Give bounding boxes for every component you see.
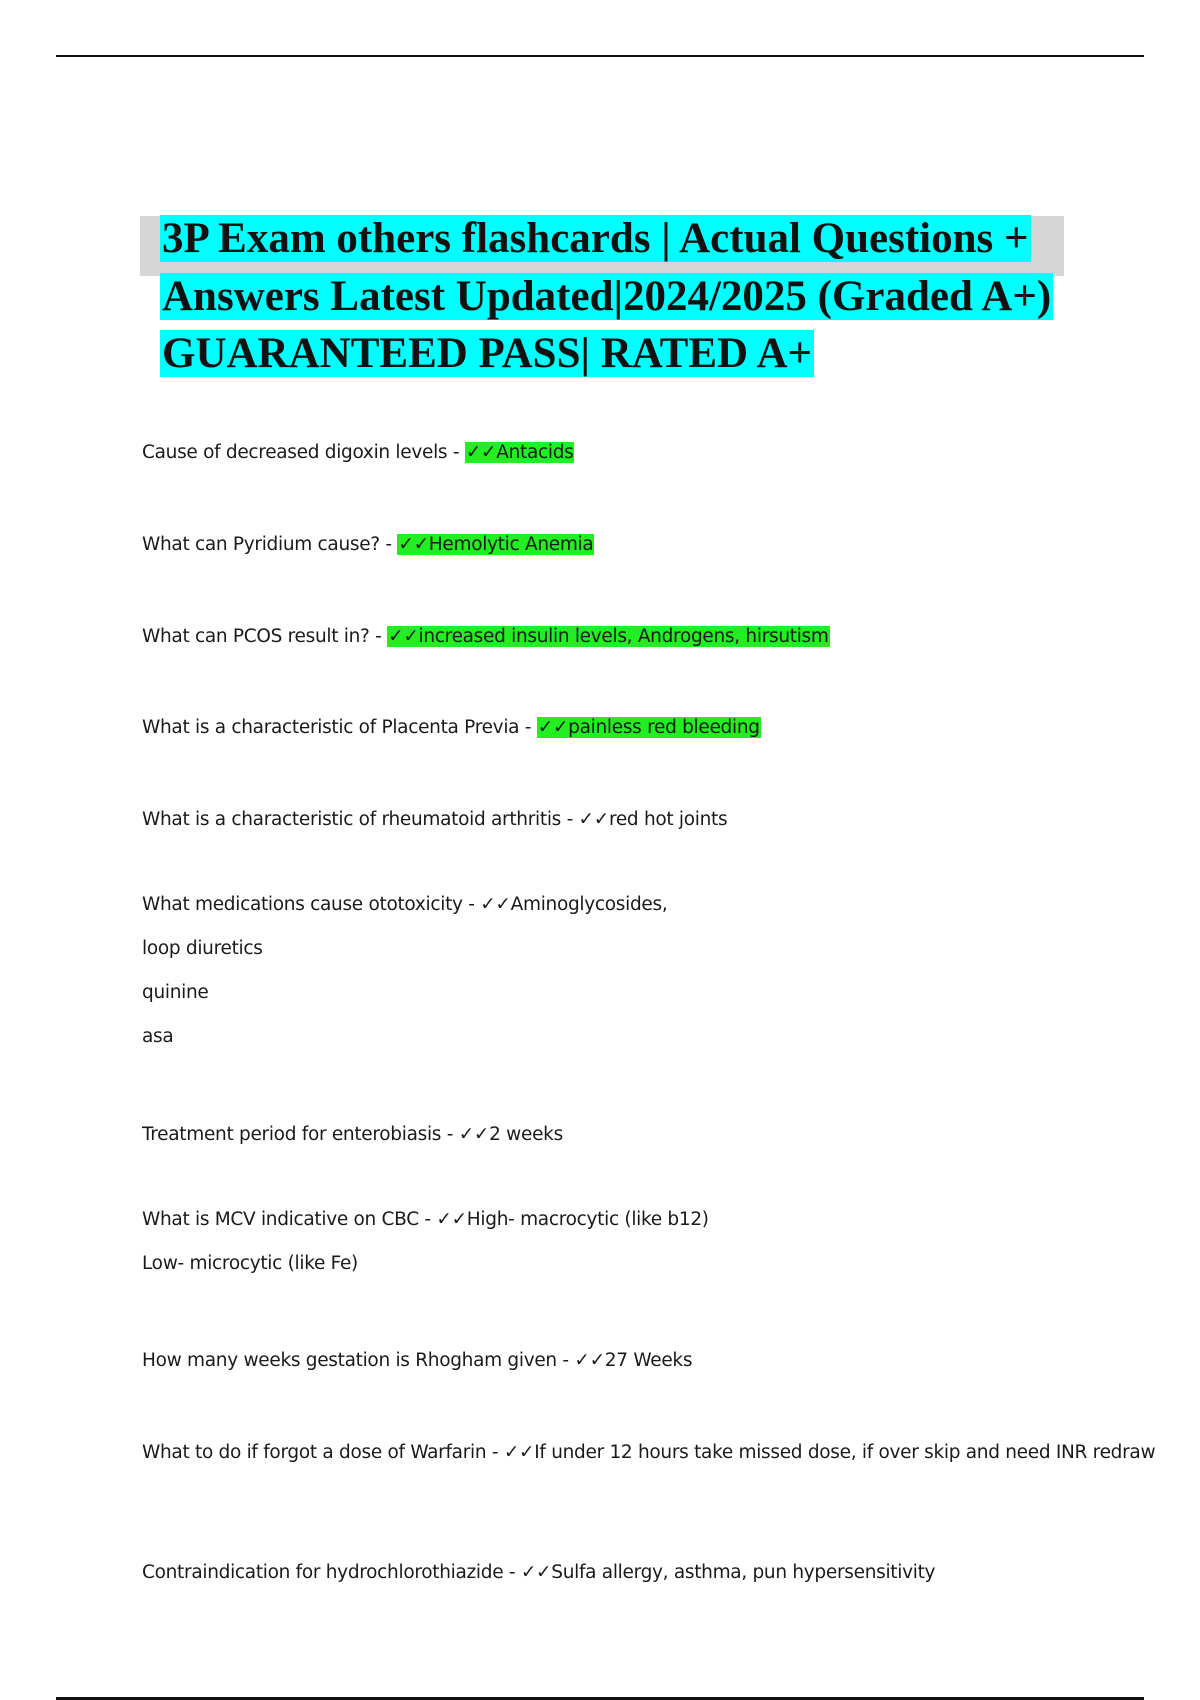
top-rule [56,55,1144,57]
flashcard-answer-continued: quinine [142,982,209,1003]
flashcard-question: What medications cause ototoxicity - [142,894,475,915]
flashcard-answer: ✓✓red hot joints [578,809,728,830]
flashcard-10 [142,1439,1156,1467]
flashcard-answer: ✓✓painless red bleeding [537,717,760,738]
flashcard-9 [142,1347,1062,1375]
flashcard-question: Contraindication for hydrochlorothiazide - [142,1562,516,1583]
flashcard-answer: ✓✓If under 12 hours take missed dose, if over skip and need INR redraw [503,1442,1156,1463]
flashcard-answer: ✓✓Antacids [465,442,574,463]
flashcard-question: Treatment period for enterobiasis - [142,1124,454,1145]
flashcard-8 [142,1198,1062,1286]
flashcard-6 [142,883,1062,1059]
flashcard-answer-continued: asa [142,1026,174,1047]
flashcard-answer-continued: Low- microcytic (like Fe) [142,1253,358,1274]
flashcard-answer: ✓✓High- macrocytic (like b12) [436,1209,709,1230]
flashcard-1 [142,439,1062,467]
flashcard-question: What can PCOS result in? - [142,626,382,647]
flashcard-answer: ✓✓Hemolytic Anemia [398,534,594,555]
flashcard-question: What is MCV indicative on CBC - [142,1209,431,1230]
flashcard-question: What is a characteristic of Placenta Previa - [142,717,532,738]
flashcard-answer: ✓✓Aminoglycosides, [480,894,668,915]
flashcard-3 [142,623,1062,651]
flashcard-answer: ✓✓27 Weeks [574,1350,693,1371]
flashcard-11 [142,1559,1062,1587]
flashcard-question: What to do if forgot a dose of Warfarin - [142,1442,499,1463]
flashcard-5 [142,806,1062,834]
flashcard-4 [142,714,1062,742]
document-title [160,210,1060,383]
flashcard-answer: ✓✓increased insulin levels, Androgens, hirsutism [388,626,829,647]
flashcard-question: What is a characteristic of rheumatoid arthritis - [142,809,573,830]
flashcard-answer: ✓✓2 weeks [458,1124,563,1145]
flashcard-question: How many weeks gestation is Rhogham given - [142,1350,569,1371]
flashcard-question: What can Pyridium cause? - [142,534,392,555]
flashcard-question: Cause of decreased digoxin levels - [142,442,460,463]
flashcard-answer-continued: loop diuretics [142,938,263,959]
flashcard-answer: ✓✓Sulfa allergy, asthma, pun hypersensitivity [520,1562,936,1583]
flashcard-2 [142,531,1062,559]
flashcard-first-line [142,1198,1062,1242]
title-highlight: 3P Exam others flashcards | Actual Questions + Answers Latest Updated|2024/2025 (Graded A+) GUARANTEED PASS| RATED A+ [162,215,1052,377]
flashcard-7 [142,1121,1062,1149]
flashcard-first-line [142,883,1062,927]
